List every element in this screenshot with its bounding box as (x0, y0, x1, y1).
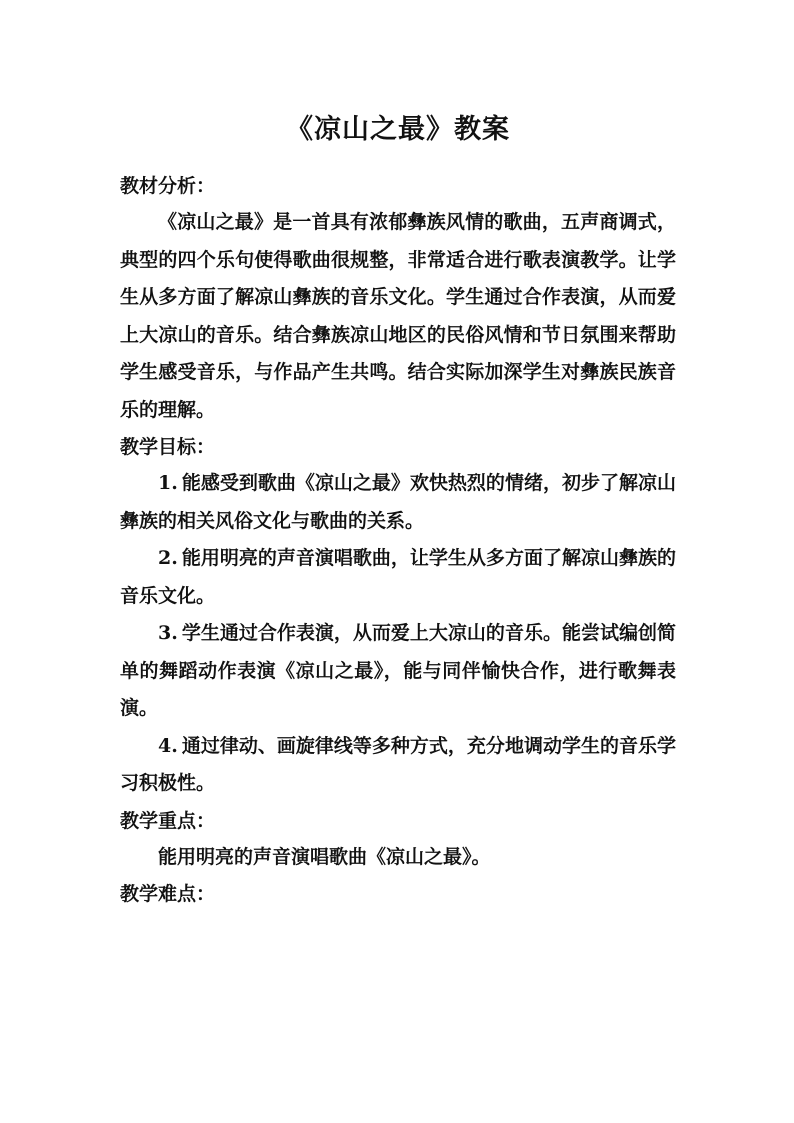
key-points-paragraph: 能用明亮的声音演唱歌曲《凉山之最》。 (158, 845, 491, 868)
goal-text: 能感受到歌曲《凉山之最》欢快热烈的情绪，初步了解凉山彝族的相关风俗文化与歌曲的关系。 (120, 472, 676, 532)
analysis-paragraph: 《凉山之最》是一首具有浓郁彝族风情的歌曲，五声商调式，典型的四个乐句使得歌曲很规整，非常适合进行歌表演教学。让学生从多方面了解凉山彝族的音乐文化。学生通过合作表演，从而爱上大凉山的音乐。结合彝族凉山地区的民俗风情和节日氛围来帮助学生感受音乐，与作品产生共鸣。结合实际加深学生对彝族民族音乐的理解。 (120, 211, 676, 421)
heading-difficulties: 教学难点： (120, 883, 216, 905)
goal-item-2 (120, 540, 676, 615)
goal-number: 2. (158, 547, 178, 569)
document-title: 《凉山之最》教案 (286, 114, 510, 145)
goal-number: 1. (158, 472, 178, 494)
goal-number: 4. (158, 734, 178, 757)
section-analysis (120, 168, 676, 429)
heading-goals: 教学目标： (120, 436, 216, 458)
goal-item-4 (120, 728, 676, 803)
goal-text: 能用明亮的声音演唱歌曲，让学生从多方面了解凉山彝族的音乐文化。 (120, 547, 676, 607)
heading-analysis: 教材分析： (120, 175, 216, 197)
section-difficulties (120, 876, 676, 912)
goal-number: 3. (158, 622, 178, 644)
goal-text: 通过律动、画旋律线等多种方式，充分地调动学生的音乐学习积极性。 (120, 734, 676, 794)
goal-text: 学生通过合作表演，从而爱上大凉山的音乐。能尝试编创简单的舞蹈动作表演《凉山之最》，能与同伴愉快合作，进行歌舞表演。 (120, 622, 676, 719)
section-goals (120, 429, 676, 803)
goal-item-3 (120, 615, 676, 728)
heading-key-points: 教学重点： (120, 809, 216, 832)
section-key-points (120, 803, 676, 877)
document-page (120, 108, 676, 912)
goal-item-1 (120, 465, 676, 540)
